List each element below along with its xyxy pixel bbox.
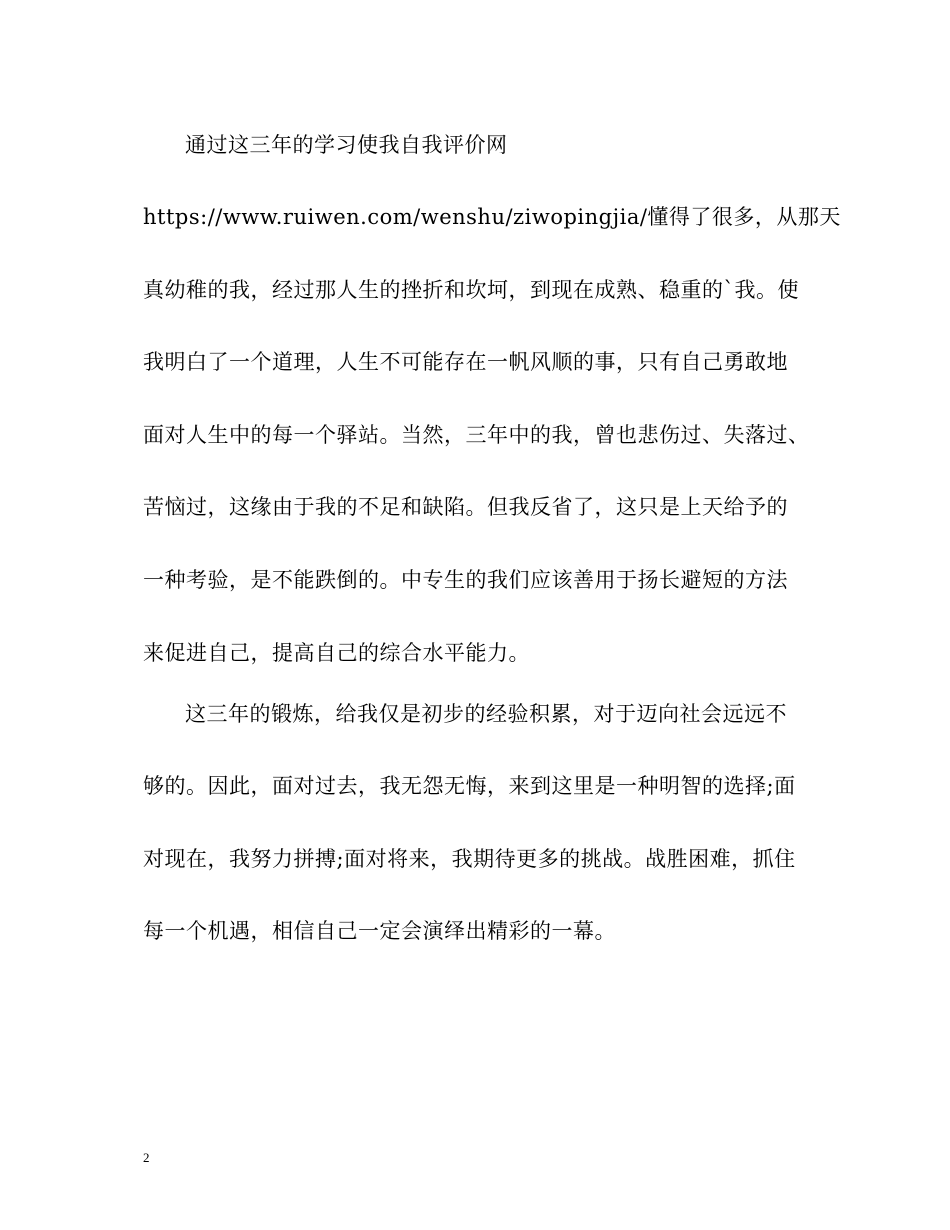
paragraph-1-line-6: 苦恼过，这缘由于我的不足和缺陷。但我反省了，这只是上天给予的 — [143, 495, 788, 519]
paragraph-2-line-3: 对现在，我努力拼搏;面对将来，我期待更多的挑战。战胜困难，抓住 — [143, 847, 796, 871]
paragraph-1-line-5: 面对人生中的每一个驿站。当然，三年中的我，曾也悲伤过、失落过、 — [143, 423, 810, 447]
paragraph-1-line-4: 我明白了一个道理，人生不可能存在一帆风顺的事，只有自己勇敢地 — [143, 350, 788, 374]
paragraph-1-line-2: https://www.ruiwen.com/wenshu/ziwopingjia/懂得了很多，从那天 — [143, 205, 841, 229]
paragraph-2-line-1: 这三年的锻炼，给我仅是初步的经验积累，对于迈向社会远远不 — [185, 702, 787, 726]
paragraph-2-line-4: 每一个机遇，相信自己一定会演绎出精彩的一幕。 — [143, 919, 616, 943]
paragraph-1-line-7: 一种考验，是不能跌倒的。中专生的我们应该善用于扬长避短的方法 — [143, 568, 788, 592]
paragraph-1-line-3: 真幼稚的我，经过那人生的挫折和坎坷，到现在成熟、稳重的`我。使 — [143, 278, 799, 302]
paragraph-1-line-1: 通过这三年的学习使我自我评价网 — [185, 133, 508, 157]
paragraph-2-line-2: 够的。因此，面对过去，我无怨无悔，来到这里是一种明智的选择;面 — [143, 774, 796, 798]
page-number: 2 — [143, 1150, 150, 1165]
paragraph-1-line-8: 来促进自己，提高自己的综合水平能力。 — [143, 641, 530, 665]
